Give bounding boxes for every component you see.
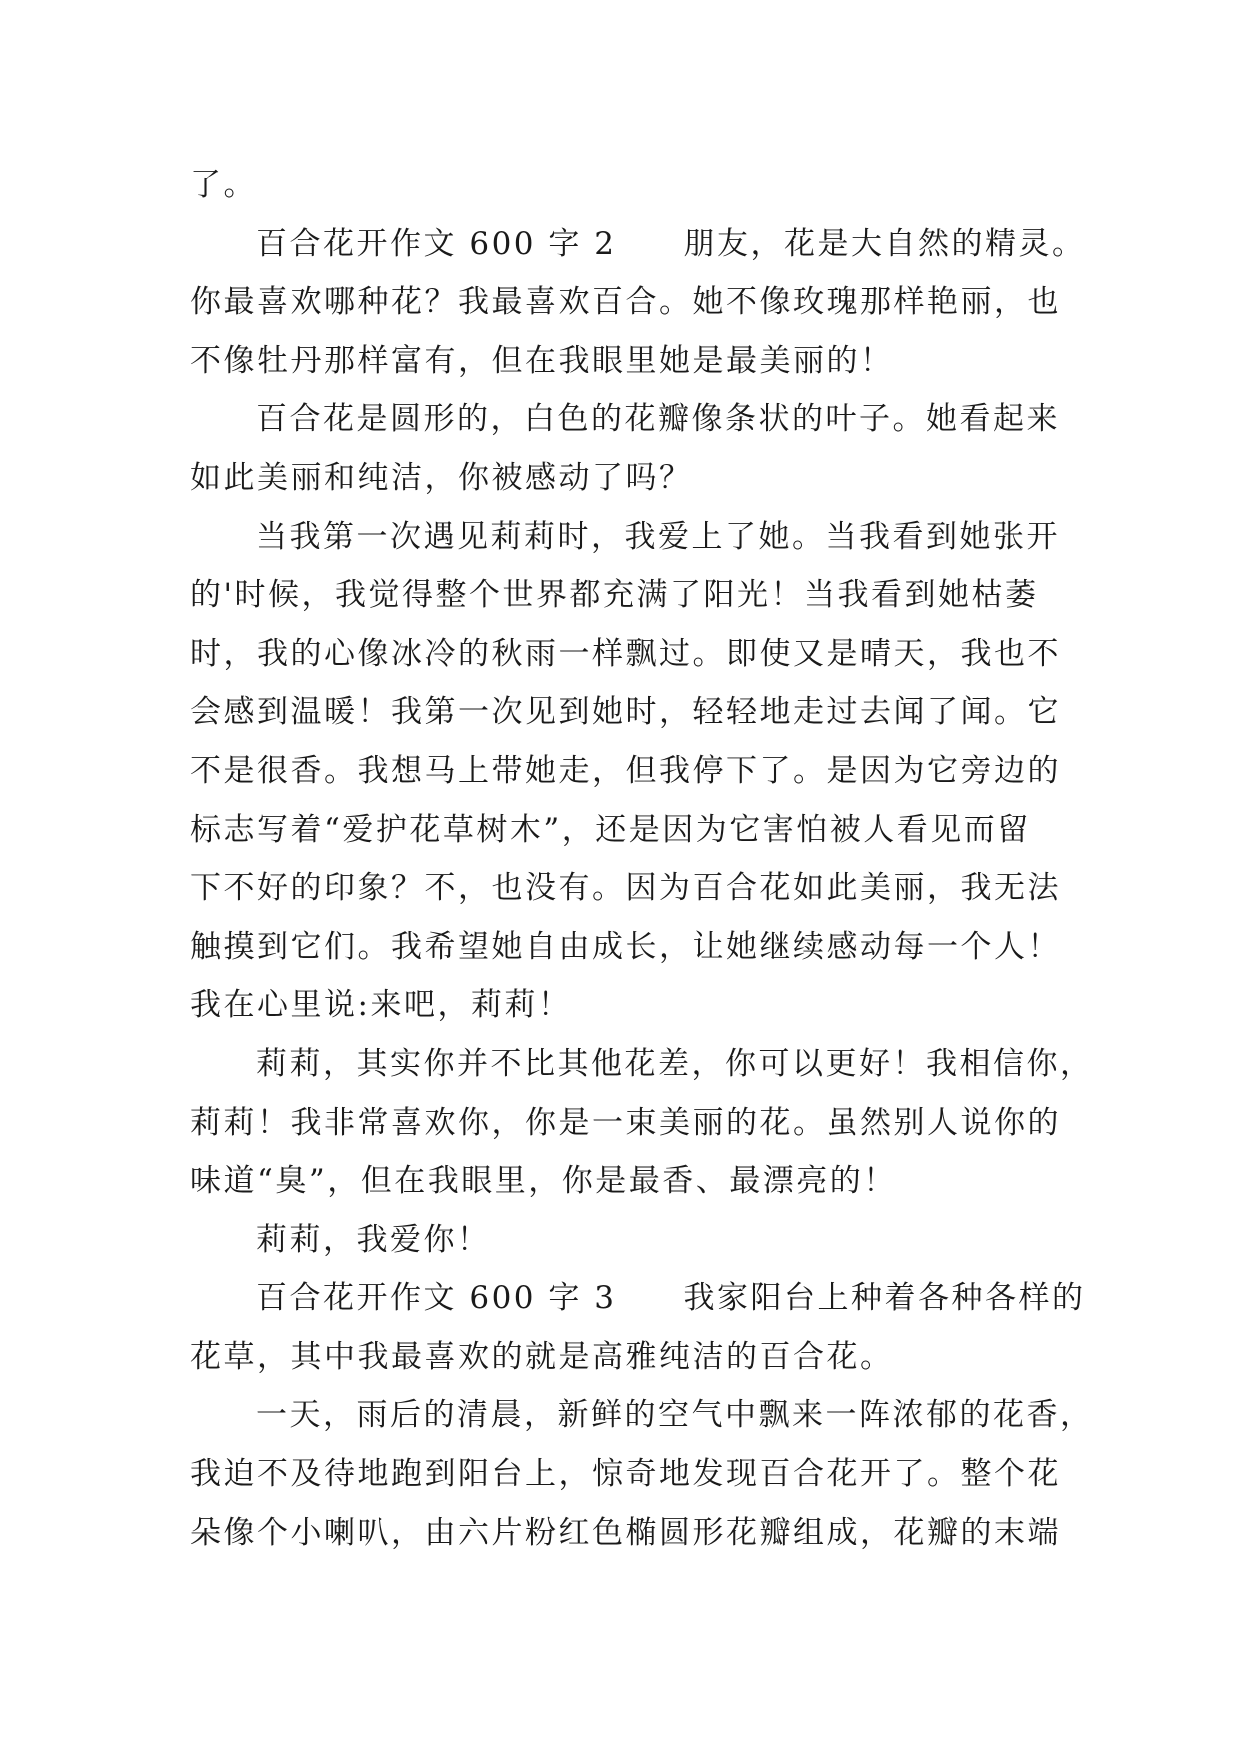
- text-line: 不像牡丹那样富有，但在我眼里她是最美丽的！: [190, 342, 894, 379]
- paragraph-start-line: 当我第一次遇见莉莉时，我爱上了她。当我看到她张开: [256, 518, 1060, 555]
- text-line: 朵像个小喇叭，由六片粉红色椭圆形花瓣组成，花瓣的末端: [190, 1514, 1061, 1551]
- paragraph-start-line: 莉莉，我爱你！: [256, 1221, 491, 1258]
- text-line: 你最喜欢哪种花？我最喜欢百合。她不像玫瑰那样艳丽，也: [190, 284, 1061, 321]
- text-line: 下不好的印象？不，也没有。因为百合花如此美丽，我无法: [190, 870, 1061, 907]
- text-line: 了。: [190, 167, 257, 203]
- paragraph-start-line: 百合花是圆形的，白色的花瓣像条状的叶子。她看起来: [256, 401, 1060, 438]
- text-line: 我迫不及待地跑到阳台上，惊奇地发现百合花开了。整个花: [190, 1456, 1061, 1493]
- paragraph-start-line: 莉莉，其实你并不比其他花差，你可以更好！我相信你，: [256, 1045, 1094, 1082]
- text-line: 味道“臭”，但在我眼里，你是最香、最漂亮的！: [190, 1163, 897, 1200]
- text-line: 不是很香。我想马上带她走，但我停下了。是因为它旁边的: [190, 752, 1061, 789]
- section-heading-line: 百合花开作文 600 字 2 朋友，花是大自然的精灵。: [256, 225, 1086, 262]
- text-line: 如此美丽和纯洁，你被感动了吗？: [190, 459, 693, 496]
- text-line: 莉莉！我非常喜欢你，你是一束美丽的花。虽然别人说你的: [190, 1104, 1061, 1141]
- text-line: 花草，其中我最喜欢的就是高雅纯洁的百合花。: [190, 1338, 894, 1375]
- text-line: 时，我的心像冰冷的秋雨一样飘过。即使又是晴天，我也不: [190, 635, 1061, 672]
- text-line: 的'时候，我觉得整个世界都充满了阳光！当我看到她枯萎: [190, 577, 1039, 614]
- paragraph-start-line: 一天，雨后的清晨，新鲜的空气中飘来一阵浓郁的花香，: [256, 1397, 1094, 1434]
- text-line: 会感到温暖！我第一次见到她时，轻轻地走过去闻了闻。它: [190, 694, 1061, 731]
- text-line: 触摸到它们。我希望她自由成长，让她继续感动每一个人！: [190, 928, 1061, 965]
- section-heading-line: 百合花开作文 600 字 3 我家阳台上种着各种各样的: [256, 1280, 1086, 1317]
- essay-body: [190, 156, 1094, 1562]
- text-line: 标志写着“爱护花草树木”，还是因为它害怕被人看见而留: [190, 811, 1031, 848]
- text-line: 我在心里说:来吧，莉莉！: [190, 987, 572, 1024]
